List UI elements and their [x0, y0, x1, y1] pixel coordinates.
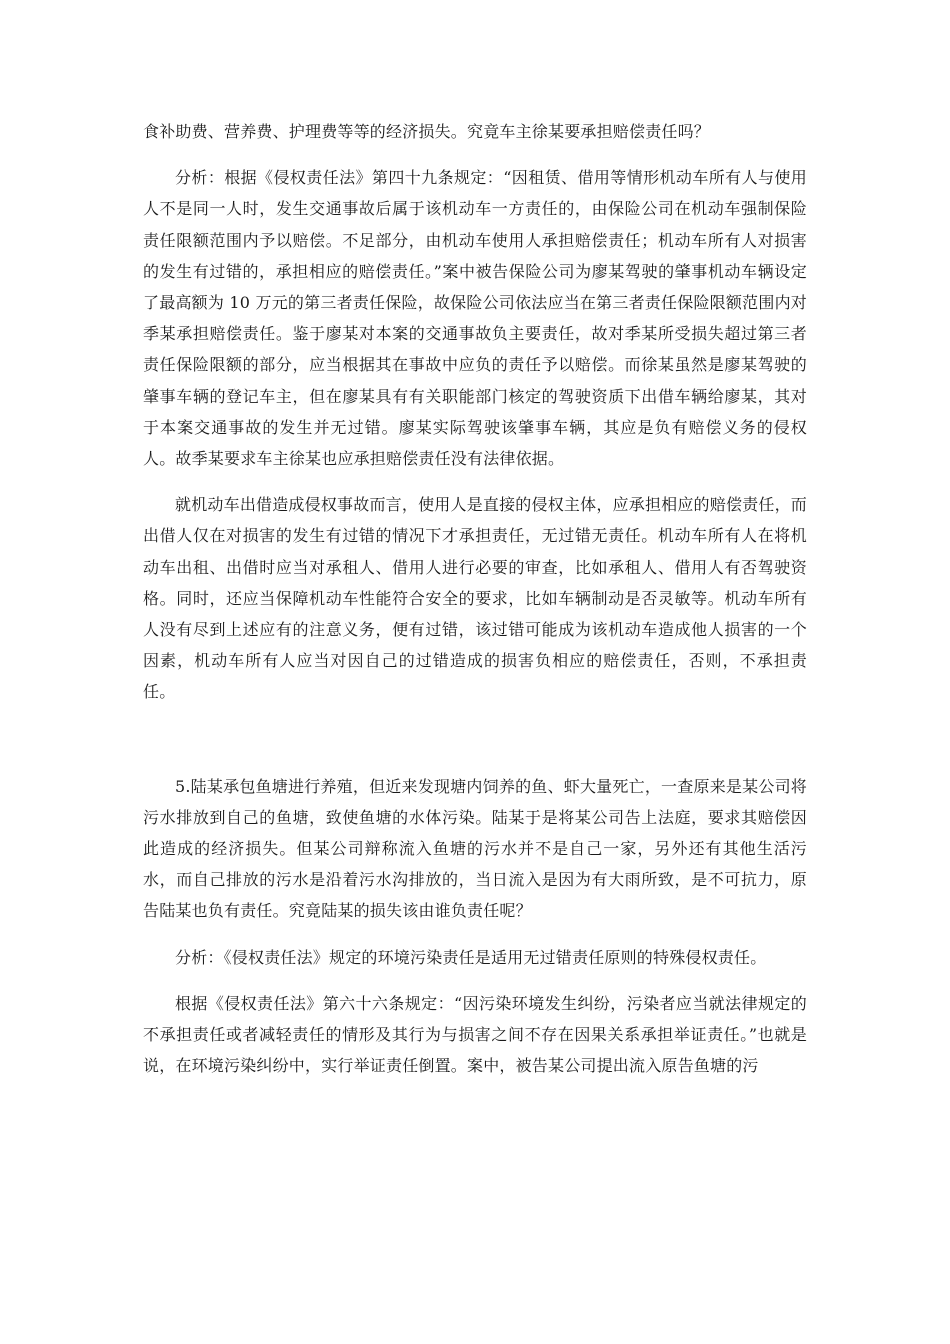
paragraph-analysis-case-4: 分析：根据《侵权责任法》第四十九条规定：“因租赁、借用等情形机动车所有人与使用人不是同一人时，发生交通事故后属于该机动车一方责任的，由保险公司在机动车强制保险责任限额范围内予以赔偿。不足部分，由机动车使用人承担赔偿责任；机动车所有人对损害的发生有过错的，承担相应的赔偿责任。”案中被告保险公司为廖某驾驶的肇事机动车辆设定了最高额为 10 万元的第三者责任保险，故保险公司依法应当在第三者责任保险限额范围内对季某承担赔偿责任。鉴于廖某对本案的交通事故负主要责任，故对季某所受损失超过第三者责任保险限额的部分，应当根据其在事故中应负的责任予以赔偿。而徐某虽然是廖某驾驶的肇事车辆的登记车主，但在廖某具有有关职能部门核定的驾驶资质下出借车辆给廖某，其对于本案交通事故的发生并无过错。廖某实际驾驶该肇事车辆，其应是负有赔偿义务的侵权人。故季某要求车主徐某也应承担赔偿责任没有法律依据。 [143, 168, 807, 469]
paragraph-analysis-case-5: 分析：《侵权责任法》规定的环境污染责任是适用无过错责任原则的特殊侵权责任。 [175, 947, 767, 967]
paragraph-lending-liability: 就机动车出借造成侵权事故而言，使用人是直接的侵权主体，应承担相应的赔偿责任，而出借人仅在对损害的发生有过错的情况下才承担责任，无过错无责任。机动车所有人在将机动车出租、出借时应当对承租人、借用人进行必要的审查，比如承租人、借用人有否驾驶资格。同时，还应当保障机动车性能符合安全的要求，比如车辆制动是否灵敏等。机动车所有人没有尽到上述应有的注意义务，便有过错，该过错可能成为该机动车造成他人损害的一个因素，机动车所有人应当对因自己的过错造成的损害负相应的赔偿责任，否则，不承担责任。 [143, 495, 807, 702]
paragraph-article-66: 根据《侵权责任法》第六十六条规定：“因污染环境发生纠纷，污染者应当就法律规定的不承担责任或者减轻责任的情形及其行为与损害之间不存在因果关系承担举证责任。”也就是说，在环境污染纠纷中，实行举证责任倒置。案中，被告某公司提出流入原告鱼塘的污 [143, 993, 807, 1076]
paragraph-case-5: 5.陆某承包鱼塘进行养殖，但近来发现塘内饲养的鱼、虾大量死亡，一查原来是某公司将污水排放到自己的鱼塘，致使鱼塘的水体污染。陆某于是将某公司告上法庭，要求其赔偿因此造成的经济损失。但某公司辩称流入鱼塘的污水并不是自己一家，另外还有其他生活污水，而自己排放的污水是沿着污水沟排放的，当日流入是因为有大雨所致，是不可抗力，原告陆某也负有责任。究竟陆某的损失该由谁负责任呢？ [143, 776, 807, 921]
paragraph-continuation: 食补助费、营养费、护理费等等的经济损失。究竟车主徐某要承担赔偿责任吗？ [143, 122, 711, 141]
document-body [143, 116, 807, 1081]
